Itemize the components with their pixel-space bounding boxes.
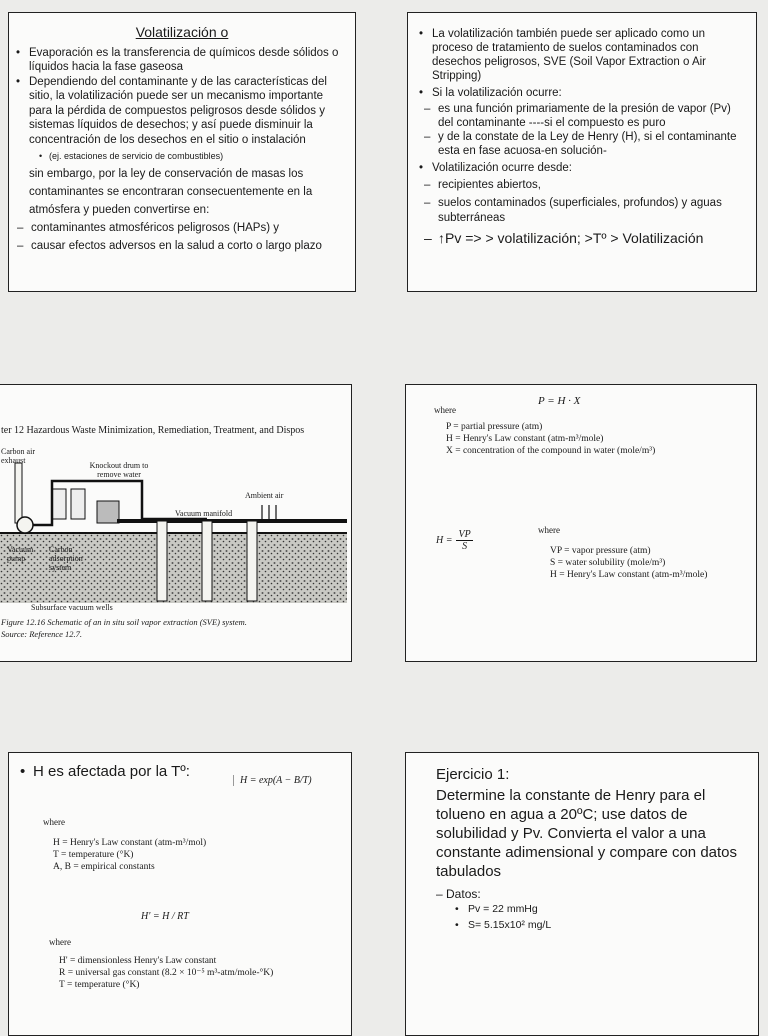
def-h: H = Henry's Law constant (atm-m³/mole) bbox=[446, 434, 604, 444]
definitions-2 bbox=[59, 955, 273, 991]
equation-p-hx: P = H · X bbox=[538, 395, 581, 407]
slide-henry-equations bbox=[405, 384, 757, 662]
sub-note: • (ej. estaciones de servicio de combustibles) bbox=[9, 149, 355, 164]
dash-recipientes: – recipientes abiertos, bbox=[416, 178, 746, 193]
def-ab: A, B = empirical constants bbox=[53, 862, 155, 872]
exercise-title: Ejercicio 1: bbox=[436, 766, 510, 783]
bullet-evaporacion: • Evaporación es la transferencia de químicos desde sólidos o líquidos hacia la fase gaseosa bbox=[13, 46, 345, 75]
datos-label: – Datos: bbox=[436, 887, 481, 901]
exhaust-stack bbox=[15, 463, 22, 523]
slide-sve bbox=[407, 12, 757, 292]
ambient-air-arrows bbox=[262, 505, 276, 521]
label-carbon-exhaust: Carbon air exhaust bbox=[1, 447, 35, 465]
slide-volatilizacion bbox=[8, 12, 356, 292]
paragraph-conservacion: sin embargo, por la ley de conservación de masas los contaminantes se encontraran consecuentemente en la atmósfera y pueden convertirse en: bbox=[29, 167, 313, 216]
where-label-2: where bbox=[538, 525, 560, 535]
equation-h-exp: H = exp(A − B/T) bbox=[233, 775, 312, 786]
def-t2: T = temperature (°K) bbox=[59, 980, 140, 990]
vacuum-well bbox=[202, 521, 212, 601]
slide-ejercicio bbox=[405, 752, 759, 1036]
definitions-1 bbox=[53, 837, 206, 873]
def-vp: VP = vapor pressure (atm) bbox=[550, 546, 651, 556]
label-ambient: Ambient air bbox=[245, 491, 284, 500]
where-label: where bbox=[434, 405, 456, 415]
def-s: S = water solubility (mole/m³) bbox=[550, 558, 666, 568]
dash-suelos: – suelos contaminados (superficiales, profundos) y aguas subterráneas bbox=[416, 196, 746, 226]
slide-title: Volatilización o bbox=[135, 24, 229, 40]
def-h: H = Henry's Law constant (atm-m³/mol) bbox=[53, 838, 207, 848]
bullet-si-ocurre: • Si la volatilización ocurre: bbox=[416, 86, 746, 100]
def-h2: H = Henry's Law constant (atm-m³/mole) bbox=[550, 570, 708, 580]
vacuum-well bbox=[247, 521, 257, 601]
dash-haps: – contaminantes atmosféricos peligrosos (HAPs) y bbox=[9, 219, 347, 237]
where-label-2: where bbox=[49, 937, 71, 947]
sve-schematic bbox=[0, 441, 347, 621]
label-wells: Subsurface vacuum wells bbox=[31, 603, 113, 612]
equation-h-vp-s bbox=[436, 529, 473, 552]
bullet-ocurre-desde: • Volatilización ocurre desde: bbox=[416, 161, 746, 175]
figure-caption: Figure 12.16 Schematic of an in situ soil vapor extraction (SVE) system. bbox=[1, 617, 247, 627]
def-h-prime: H' = dimensionless Henry's Law constant bbox=[59, 956, 217, 966]
figure-source: Source: Reference 12.7. bbox=[1, 629, 83, 639]
bullet-sve: • La volatilización también puede ser aplicado como un proceso de tratamiento de suelos contaminados con desechos peligrosos, SVE (Soil Vapor Extraction o Air Stripping) bbox=[416, 27, 746, 83]
datos-text: Datos: bbox=[446, 887, 481, 901]
knockout-drum bbox=[97, 501, 119, 523]
definitions-2 bbox=[550, 545, 707, 581]
slide-sve-figure bbox=[0, 384, 352, 662]
exercise-body: Determine la constante de Henry para el tolueno en agua a 20ºC; use datos de solubilidad y Pv. Convierta el valor a una constante adimensional y compare con datos tabulados bbox=[436, 787, 738, 880]
datum-pv: • Pv = 22 mmHg bbox=[452, 901, 744, 917]
slide-h-temperatura bbox=[8, 752, 352, 1036]
datum-s: • S= 5.15x10² mg/L bbox=[452, 917, 744, 933]
vacuum-pump bbox=[17, 517, 33, 533]
def-p: P = partial pressure (atm) bbox=[446, 422, 543, 432]
label-pump: Vacuum pump bbox=[7, 545, 34, 563]
label-manifold: Vacuum manifold bbox=[175, 509, 233, 518]
equation-h-dimensionless: H' = H / RT bbox=[141, 911, 189, 922]
chapter-header: ter 12 Hazardous Waste Minimization, Remediation, Treatment, and Dispos bbox=[1, 425, 305, 436]
eq2-lhs: H = bbox=[436, 535, 453, 546]
vacuum-well bbox=[157, 521, 167, 601]
eq2-denominator: S bbox=[462, 541, 468, 552]
def-r: R = universal gas constant (8.2 × 10⁻⁵ m³-atm/mole-°K) bbox=[59, 968, 274, 978]
def-t: T = temperature (°K) bbox=[53, 850, 134, 860]
carbon-tank bbox=[71, 489, 85, 519]
label-knockout: Knockout drum to remove water bbox=[89, 461, 149, 479]
def-x: X = concentration of the compound in water (mole/m³) bbox=[446, 446, 656, 456]
dash-henry: – y de la constate de la Ley de Henry (H), si el contaminante esta en fase acuosa-en solución- bbox=[416, 130, 746, 158]
dash-conclusion: – ↑Pv => > volatilización; >Tº > Volatilización bbox=[416, 229, 746, 247]
where-label: where bbox=[43, 817, 65, 827]
definitions-1 bbox=[446, 421, 655, 457]
dash-presion-vapor: – es una función primariamente de la presión de vapor (Pv) del contaminante ----si el compuesto es puro bbox=[416, 102, 746, 130]
label-carbon-system: Carbon adsorption system bbox=[49, 545, 83, 572]
carbon-tank bbox=[52, 489, 66, 519]
bullet-dependiendo: • Dependiendo del contaminante y de las características del sitio, la volatilización puede ser un mecanismo importante para la pérdida de compuestos peligrosos desde sólidos y sistemas líquidos de desechos; y así puede disminuir la concentración de los desechos en el sitio o instalación bbox=[13, 75, 345, 148]
eq2-numerator: VP bbox=[458, 529, 471, 540]
bullet-h-temperatura: • H es afectada por la Tº: bbox=[17, 763, 190, 781]
dash-efectos: – causar efectos adversos en la salud a corto o largo plazo bbox=[9, 237, 347, 255]
